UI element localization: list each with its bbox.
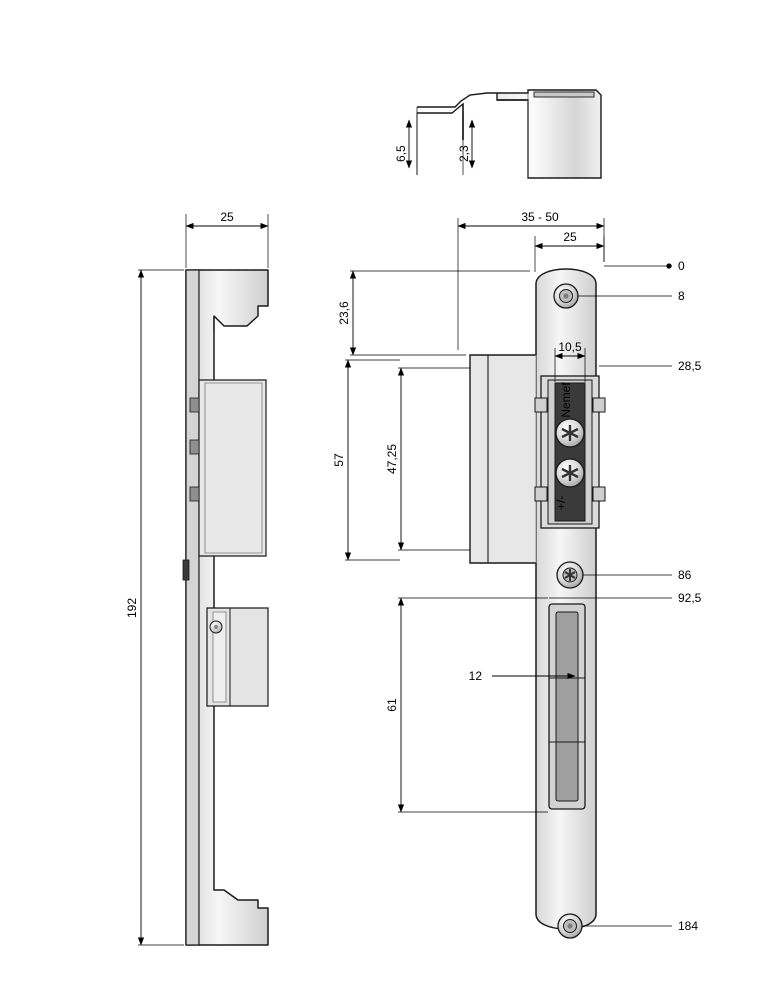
dim-2-3-label: 2,3 xyxy=(457,145,471,162)
dim-23-6-label: 23,6 xyxy=(337,301,351,325)
dim-57-label: 57 xyxy=(332,453,346,467)
brand-label: Nemef xyxy=(559,382,573,418)
ordinate-92-5-label: 92,5 xyxy=(678,591,702,605)
ordinate-8-label: 8 xyxy=(678,289,685,303)
ordinate-0-label: 0 xyxy=(678,259,685,273)
dim-front-25-label: 25 xyxy=(563,230,577,244)
mechanism-marking: +/- xyxy=(554,495,568,510)
dim-6-5-label: 6,5 xyxy=(394,145,408,162)
dim-side-25-label: 25 xyxy=(220,210,234,224)
dim-47-25-label: 47,25 xyxy=(385,443,399,475)
ordinate-86-label: 86 xyxy=(678,568,692,582)
dim-192-label: 192 xyxy=(125,597,139,619)
dim-35-50-label: 35 - 50 xyxy=(521,210,559,224)
ordinate-28-5-label: 28,5 xyxy=(678,359,702,373)
ordinate-184-label: 184 xyxy=(678,919,699,933)
dim-12-label: 12 xyxy=(468,669,482,683)
top-section-view xyxy=(394,90,601,178)
side-profile-view xyxy=(125,210,268,945)
front-face-view xyxy=(332,210,702,966)
dim-10-5-label: 10,5 xyxy=(558,340,582,354)
dim-61-label: 61 xyxy=(385,698,399,712)
